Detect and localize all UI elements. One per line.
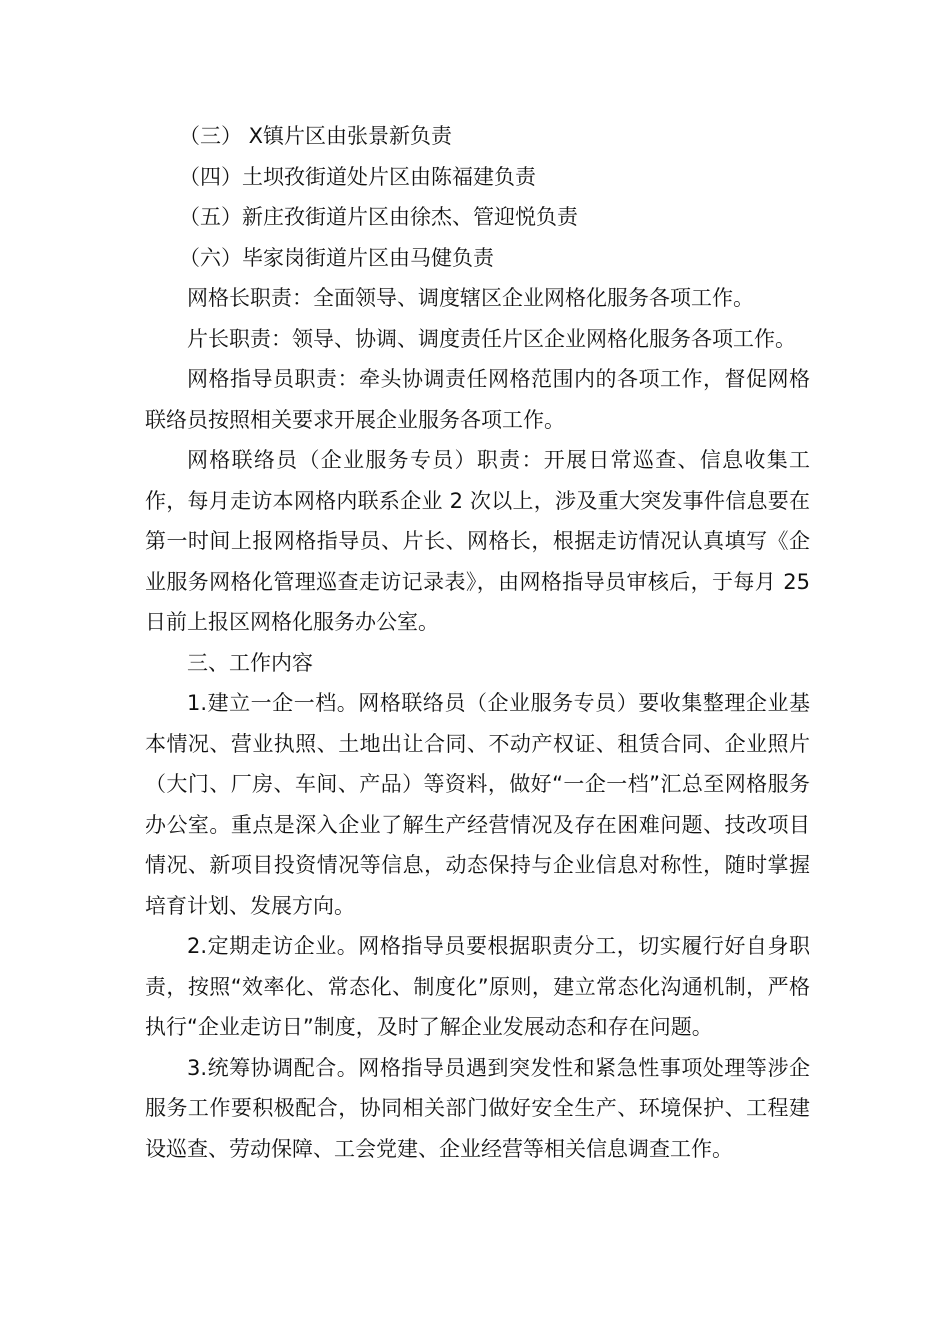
district-line-5: （五）新庄孜街道片区由徐杰、管迎悦负责 [179,205,578,229]
grid-instructor-duty: 网格指导员职责：牵头协调责任网格范围内的各项工作，督促网格联络员按照相关要求开展企业服务各项工作。 [145,367,810,432]
district-line-6: （六）毕家岗街道片区由马健负责 [179,245,494,270]
item-1-one-file-per-enterprise: 1.建立一企一档。网格联络员（企业服务专员）要收集整理企业基本情况、营业执照、土地出让合同、不动产权证、租赁合同、企业照片（大门、厂房、车间、产品）等资料，做好“一企一档”汇总至网格服务办公室。重点是深入企业了解生产经营情况及存在困难问题、技改项目情况、新项目投资情况等信息，动态保持与企业信息对称性，随时掌握培育计划、发展方向。 [145,691,810,918]
document-body [145,116,810,1169]
area-leader-duty: 片长职责：领导、协调、调度责任片区企业网格化服务各项工作。 [187,326,796,351]
item-2-regular-visits: 2.定期走访企业。网格指导员要根据职责分工，切实履行好自身职责，按照“效率化、常态化、制度化”原则，建立常态化沟通机制，严格执行“企业走访日”制度，及时了解企业发展动态和存在问题。 [145,934,810,1039]
district-line-3: （三） X镇片区由张景新负责 [179,124,453,148]
district-line-4: （四）土坝孜街道处片区由陈福建负责 [179,164,536,189]
grid-liaison-duty: 网格联络员（企业服务专员）职责：开展日常巡查、信息收集工作，每月走访本网格内联系企业 2 次以上，涉及重大突发事件信息要在第一时间上报网格指导员、片长、网格长，根据走访情况认真填写《企业服务网格化管理巡查走访记录表》，由网格指导员审核后，于每月 25 日前上报区网格化服务办公室。 [145,448,810,634]
grid-leader-duty: 网格长职责：全面领导、调度辖区企业网格化服务各项工作。 [187,286,754,310]
item-3-coordination: 3.统筹协调配合。网格指导员遇到突发性和紧急性事项处理等涉企服务工作要积极配合，协同相关部门做好安全生产、环境保护、工程建设巡查、劳动保障、工会党建、企业经营等相关信息调查工作。 [145,1055,810,1161]
section-heading-work-content: 三、工作内容 [187,650,313,675]
